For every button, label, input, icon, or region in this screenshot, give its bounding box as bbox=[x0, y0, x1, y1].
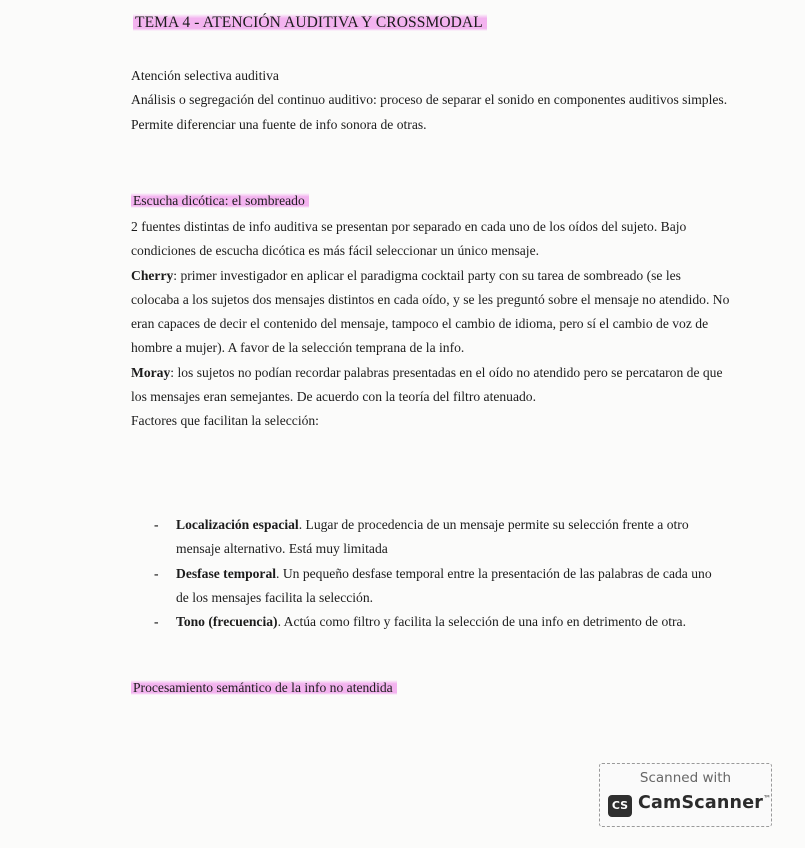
cherry-text: : primer investigador en aplicar el paradigma cocktail party con su tarea de sombreado (se les colocaba a los sujetos dos mensajes distintos en cada oído, y se les preguntó sobre el mensaje no atendido. No eran capaces de decir el contenido del mensaje, tampoco el cambio de idioma, pero sí el cambio de voz de hombre a mujer). A favor de la selección temprana de la info. bbox=[131, 267, 730, 356]
section-selective-attention bbox=[131, 64, 731, 137]
section2-heading-wrap bbox=[131, 193, 309, 209]
moray-paragraph bbox=[131, 361, 731, 410]
trademark-mark: ™ bbox=[763, 794, 772, 804]
bullet-dash: - bbox=[154, 517, 159, 532]
factors-intro: Factores que facilitan la selección: bbox=[131, 413, 319, 429]
section2-heading: Escucha dicótica: el sombreado bbox=[131, 193, 309, 208]
list-item bbox=[154, 513, 724, 562]
section1-heading: Atención selectiva auditiva bbox=[131, 68, 279, 83]
section-dichotic-listening bbox=[131, 215, 731, 434]
factor-text: . Un pequeño desfase temporal entre la presentación de las palabras de cada uno de los mensajes facilita la selección. bbox=[176, 565, 712, 605]
cherry-paragraph bbox=[131, 264, 731, 361]
moray-text: : los sujetos no podían recordar palabras presentadas en el oído no atendido pero se percataron de que los mensajes eran semejantes. De acuerdo con la teoría del filtro atenuado. bbox=[131, 364, 723, 405]
camscanner-logo-icon: CS bbox=[608, 795, 632, 817]
camscanner-watermark bbox=[599, 763, 772, 827]
section1-paragraph: Análisis o segregación del continuo auditivo: proceso de separar el sonido en componentes auditivos simples. Permite diferenciar una fuente de info sonora de otras. bbox=[131, 92, 728, 132]
watermark-brand bbox=[638, 793, 771, 813]
title-highlight: TEMA 4 - ATENCIÓN AUDITIVA Y CROSSMODAL bbox=[133, 14, 487, 31]
factor-term: Desfase temporal bbox=[176, 565, 277, 581]
section3-heading: Procesamiento semántico de la info no atendida bbox=[131, 680, 397, 695]
factors-list bbox=[154, 513, 724, 634]
watermark-top-text: Scanned with bbox=[639, 770, 732, 786]
bullet-dash: - bbox=[154, 614, 159, 630]
list-item bbox=[154, 562, 724, 611]
factor-text: . Actúa como filtro y facilita la selección de una info en detrimento de otra. bbox=[277, 614, 686, 630]
section3-heading-wrap bbox=[131, 680, 397, 696]
cherry-name: Cherry bbox=[131, 267, 174, 283]
list-item bbox=[154, 610, 724, 634]
factor-term: Localización espacial bbox=[176, 517, 299, 532]
moray-name: Moray bbox=[131, 364, 171, 380]
factor-text: . Lugar de procedencia de un mensaje permite su selección frente a otro mensaje alternativo. Está muy limitada bbox=[176, 517, 689, 557]
document-title bbox=[133, 14, 487, 32]
brand-name: CamScanner bbox=[638, 793, 764, 813]
section2-paragraph1: 2 fuentes distintas de info auditiva se presentan por separado en cada uno de los oídos del sujeto. Bajo condiciones de escucha dicótica es más fácil seleccionar un único mensaje. bbox=[131, 219, 687, 259]
bullet-dash: - bbox=[154, 565, 159, 581]
factor-term: Tono (frecuencia) bbox=[176, 614, 278, 630]
